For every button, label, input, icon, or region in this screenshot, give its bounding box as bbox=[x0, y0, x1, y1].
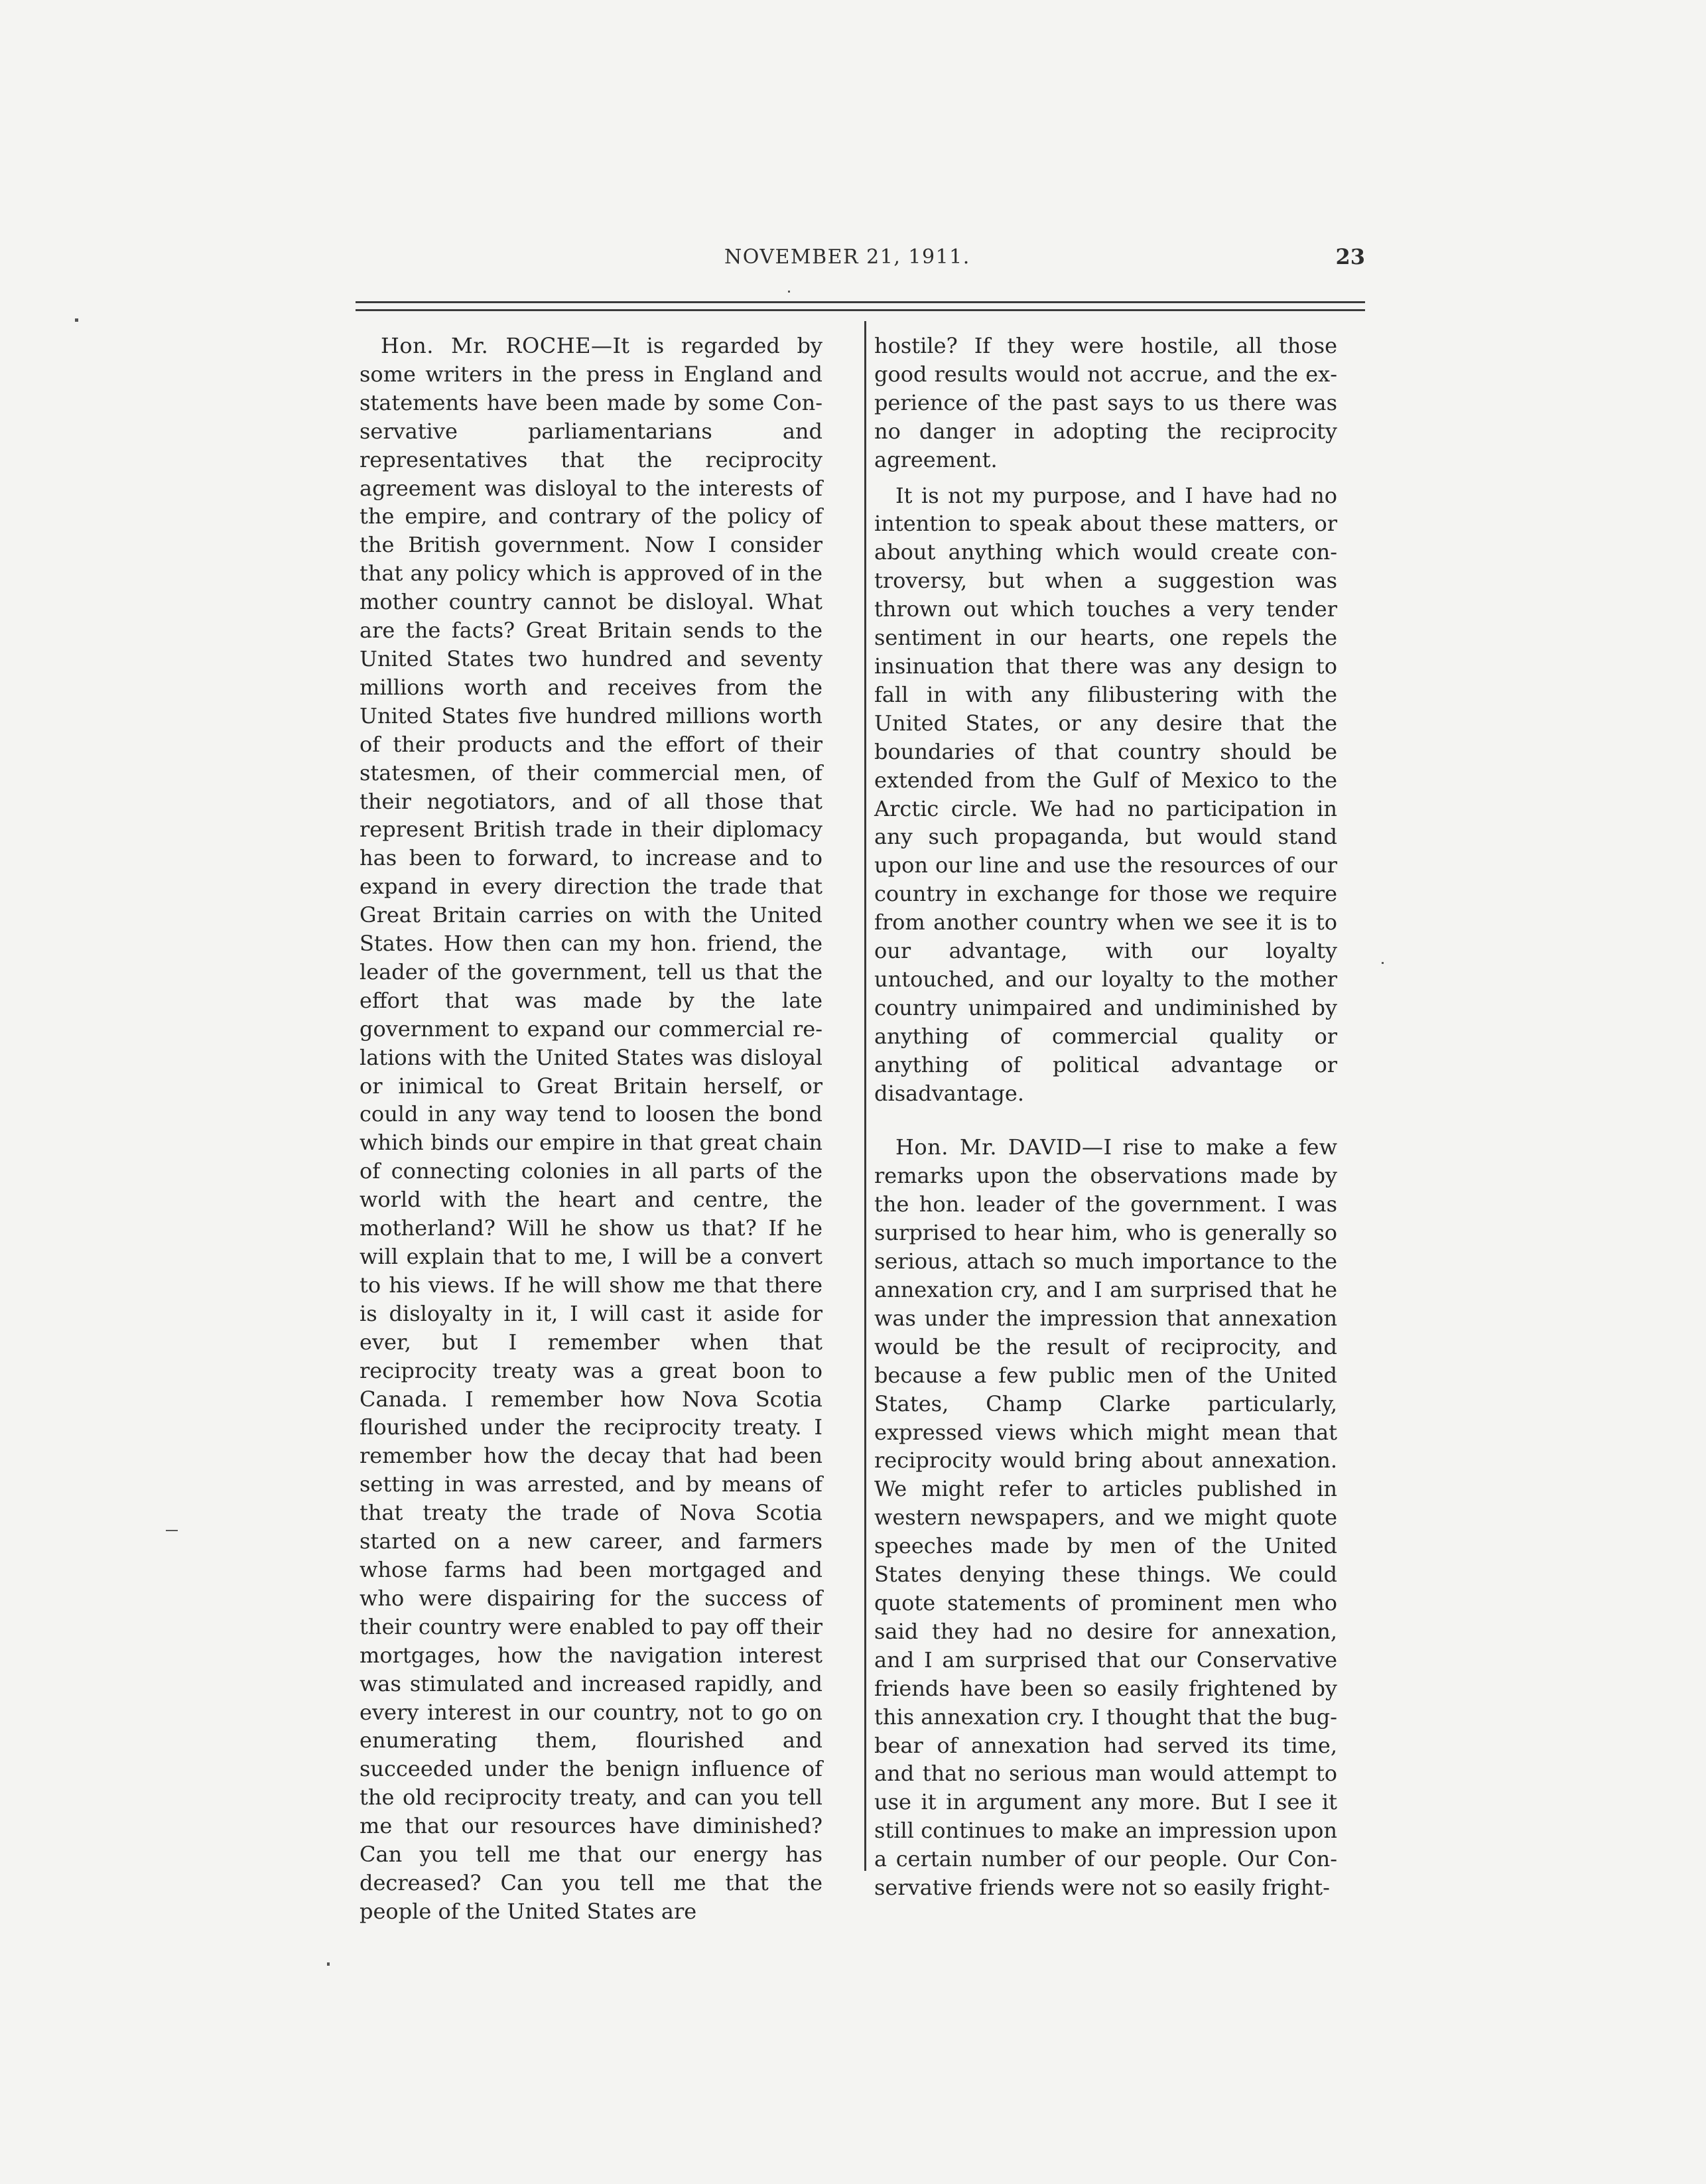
roche-paragraph bbox=[360, 332, 822, 1926]
page-header bbox=[356, 244, 1365, 281]
speaker-name-david: Hon. Mr. DAVID— bbox=[895, 1134, 1104, 1160]
roche-continuation-paragraph: hostile? If they were hostile, all those good results would not accrue, and the experience of the past says to us there was no danger in adopting the reciprocity agreement. bbox=[874, 333, 1337, 472]
roche-closing-paragraph: It is not my purpose, and I have had no intention to speak about these matters, or about anything which would create controversy, but when a suggestion was thrown out which touches a very tender sentiment in our hearts, one repels the insinuation that there was any design to fall in with any filibustering with the United States, or any desire that the boundaries of that country should be extended from the Gulf of Mexico to the Arctic circle. We had no participation in any such propaganda, but would stand upon our line and use the resources of our country in exchange for those we require from another country when we see it is to our advantage, with our loyalty untouched, and our loyalty to the mother country unimpaired and undiminished by anything of commercial quality or anything of political advantage or disadvantage. bbox=[874, 482, 1337, 1106]
right-column bbox=[874, 332, 1337, 1902]
header-date: NOVEMBER 21, 1911. bbox=[724, 245, 970, 269]
speaker-name-roche: Hon. Mr. ROCHE— bbox=[381, 333, 613, 358]
header-rule-bottom bbox=[356, 309, 1365, 311]
column-divider bbox=[864, 321, 866, 1871]
left-column bbox=[360, 332, 822, 1926]
page-number: 23 bbox=[1335, 244, 1365, 269]
paragraph-text: It is regarded by some writers in the press in England and statements have been made by some Conservative parliamentarians and representatives that the reciprocity agreement was disloyal to the interests of the empire, and contrary of the policy of the British government. Now I consider that any policy which is approved of in the mother country cannot be disloyal. What are the facts? Great Britain sends to the United States two hundred and seventy millions worth and receives from the United States five hundred millions worth of their products and the effort of their statesmen, of their commercial men, of their negotiators, and of all those that represent British trade in their diplomacy has been to forward, to increase and to expand in every direction the trade that Great Britain carries on with the United States. How then can my hon. friend, the leader of the government, tell us that the effort that was made by the late government to expand our commercial relations with the United States was disloyal or inimical to Great Britain herself, or could in any way tend to loosen the bond which binds our empire in that great chain of connecting colonies in all parts of the world with the heart and centre, the motherland? Will he show us that? If he will explain that to me, I will be a convert to his views. If he will show me that there is disloyalty in it, I will cast it aside for ever, but I remember when that reciprocity treaty was a great boon to Canada. I remember how Nova Scotia flourished under the reciprocity treaty. I remember how the decay that had been setting in was arrested, and by means of that treaty the trade of Nova Scotia started on a new career, and farmers whose farms had been mortgaged and who were dispairing for the success of their country were enabled to pay off their mortgages, how the navigation interest was stimulated and increased rapidly, and every interest in our country, not to go on enumerating them, flourished and succeeded under the benign influence of the old reciprocity treaty, and can you tell me that our resources have diminished? Can you tell me that our energy has decreased? Can you tell me that the people of the United States are bbox=[360, 333, 823, 1924]
paragraph-text: I rise to make a few remarks upon the observations made by the hon. leader of the government. I was surprised to hear him, who is generally so serious, attach so much importance to the annexation cry, and I am surprised that he was under the impression that annexation would be the result of reciprocity, and because a few public men of the United States, Champ Clarke particularly, expressed views which might mean that reciprocity would bring about annexation. We might refer to articles published in western newspapers, and we might quote speeches made by men of the United States denying these things. We could quote statements of prominent men who said they had no desire for annexation, and I am surprised that our Conservative friends have been so easily frightened by this annexation cry. I thought that the bugbear of annexation had served its time, and that no serious man would attempt to use it in argument any more. But I see it still continues to make an impression upon a certain number of our people. Our Conservative friends were not so easily fright- bbox=[874, 1134, 1338, 1901]
header-rule-top bbox=[356, 301, 1365, 303]
david-paragraph bbox=[874, 1133, 1337, 1901]
